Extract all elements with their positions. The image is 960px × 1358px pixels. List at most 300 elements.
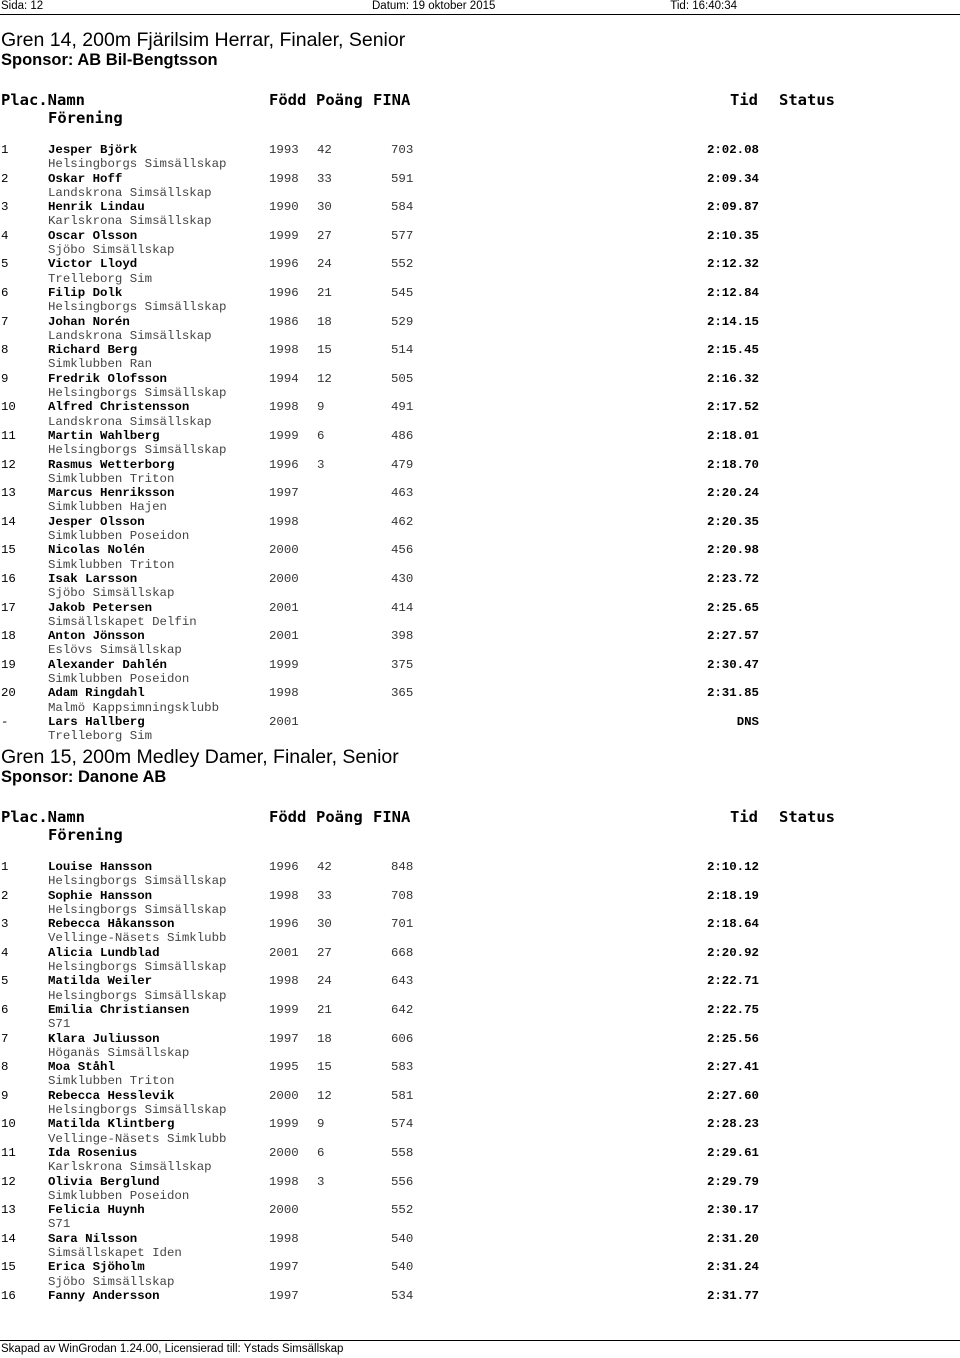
club-name: Helsingborgs Simsällskap — [48, 386, 227, 401]
club-name: Simklubben Poseidon — [48, 1188, 190, 1203]
result-time: 2:18.01 — [706, 429, 759, 443]
placement: 5 — [1, 257, 9, 272]
swimmer-name: Fanny Andersson — [48, 1289, 160, 1303]
fina-points: 552 — [391, 1203, 414, 1218]
result-row — [0, 601, 960, 630]
fina-points: 462 — [391, 514, 414, 529]
swimmer-name: Sophie Hansson — [48, 888, 153, 903]
birth-year: 1996 — [269, 257, 299, 272]
club-name: Helsingborgs Simsällskap — [48, 874, 227, 889]
club-name: Simklubben Poseidon — [48, 529, 190, 544]
club-name: Helsingborgs Simsällskap — [48, 157, 227, 172]
fina-points: 583 — [391, 1060, 414, 1075]
points: 18 — [317, 1031, 332, 1046]
result-row — [0, 1203, 960, 1232]
result-time: 2:27.60 — [706, 1088, 759, 1103]
birth-year: 1998 — [269, 888, 299, 903]
page-number: Sida: 12 — [1, 0, 44, 12]
club-name: Helsingborgs Simsällskap — [48, 300, 227, 315]
birth-year: 1998 — [269, 171, 299, 186]
club-name: S71 — [48, 1217, 71, 1232]
birth-year: 1998 — [269, 974, 299, 989]
result-row — [0, 286, 960, 315]
fina-points: 375 — [391, 657, 414, 672]
result-time: DNS — [736, 715, 759, 729]
fina-points: 463 — [391, 486, 414, 501]
result-time: 2:29.61 — [706, 1146, 759, 1160]
result-row — [0, 860, 960, 889]
swimmer-name: Alexander Dahlén — [48, 657, 167, 672]
fina-points: 581 — [391, 1088, 414, 1103]
result-time: 2:14.15 — [706, 314, 759, 329]
fina-points: 701 — [391, 917, 414, 932]
fina-points: 430 — [391, 572, 414, 586]
swimmer-name: Oscar Olsson — [48, 228, 138, 243]
result-time: 2:30.17 — [706, 1203, 759, 1218]
club-name: Karlskrona Simsällskap — [48, 214, 212, 229]
result-time: 2:10.12 — [706, 860, 759, 874]
birth-year: 1999 — [269, 1117, 299, 1132]
result-row — [0, 315, 960, 344]
fina-points: 606 — [391, 1031, 414, 1046]
fina-points: 848 — [391, 860, 414, 874]
points: 24 — [317, 974, 332, 989]
result-time: 2:31.85 — [706, 686, 759, 701]
col-plac-namn: Plac.Namn — [1, 808, 85, 826]
result-time: 2:02.08 — [706, 143, 759, 157]
swimmer-name: Adam Ringdahl — [48, 686, 145, 701]
swimmer-name: Marcus Henriksson — [48, 486, 175, 501]
placement: 14 — [1, 514, 16, 529]
swimmer-name: Oskar Hoff — [48, 171, 123, 186]
placement: 11 — [1, 429, 16, 443]
birth-year: 1994 — [269, 371, 299, 386]
points: 21 — [317, 1003, 332, 1017]
col-forening: Förening — [48, 826, 123, 844]
swimmer-name: Victor Lloyd — [48, 257, 138, 272]
footer-divider — [0, 1340, 960, 1341]
birth-year: 1999 — [269, 429, 299, 443]
result-time: 2:17.52 — [706, 400, 759, 415]
swimmer-name: Lars Hallberg — [48, 715, 145, 729]
result-row — [0, 1260, 960, 1289]
result-row — [0, 1060, 960, 1089]
placement: 11 — [1, 1146, 16, 1160]
points: 21 — [317, 286, 332, 300]
result-time: 2:31.20 — [706, 1231, 759, 1246]
result-row — [0, 1032, 960, 1061]
fina-points: 552 — [391, 257, 414, 272]
club-name: Helsingborgs Simsällskap — [48, 960, 227, 975]
club-name: Simklubben Triton — [48, 471, 175, 486]
placement: 9 — [1, 371, 9, 386]
swimmer-name: Sara Nilsson — [48, 1231, 138, 1246]
club-name: Landskrona Simsällskap — [48, 328, 212, 343]
birth-year: 2001 — [269, 600, 299, 615]
result-row — [0, 372, 960, 401]
club-name: Trelleborg Sim — [48, 271, 153, 286]
birth-year: 1998 — [269, 1231, 299, 1246]
placement: 8 — [1, 343, 9, 358]
result-time: 2:22.71 — [706, 974, 759, 989]
result-row — [0, 658, 960, 687]
fina-points: 456 — [391, 543, 414, 558]
placement: 2 — [1, 171, 9, 186]
result-row — [0, 543, 960, 572]
points: 9 — [317, 1117, 325, 1132]
club-name: Helsingborgs Simsällskap — [48, 1103, 227, 1118]
col-fina: FINA — [373, 808, 411, 826]
col-plac-namn: Plac.Namn — [1, 91, 85, 109]
birth-year: 1997 — [269, 486, 299, 501]
placement: 4 — [1, 228, 9, 243]
result-row — [0, 1089, 960, 1118]
result-time: 2:25.65 — [706, 600, 759, 615]
col-poang: Poäng — [316, 808, 363, 826]
birth-year: 1996 — [269, 860, 299, 874]
placement: 3 — [1, 917, 9, 932]
swimmer-name: Anton Jönsson — [48, 629, 145, 644]
points: 33 — [317, 888, 332, 903]
result-row — [0, 458, 960, 487]
placement: 19 — [1, 657, 16, 672]
club-name: Helsingborgs Simsällskap — [48, 988, 227, 1003]
result-row — [0, 686, 960, 715]
placement: 10 — [1, 400, 16, 415]
placement: 7 — [1, 314, 9, 329]
swimmer-name: Rebecca Håkansson — [48, 917, 175, 932]
result-time: 2:20.35 — [706, 514, 759, 529]
result-row — [0, 229, 960, 258]
result-time: 2:29.79 — [706, 1174, 759, 1189]
club-name: Helsingborgs Simsällskap — [48, 902, 227, 917]
club-name: Landskrona Simsällskap — [48, 414, 212, 429]
col-status: Status — [779, 808, 835, 826]
result-row — [0, 1117, 960, 1146]
birth-year: 2000 — [269, 543, 299, 558]
placement: 6 — [1, 286, 9, 300]
points: 3 — [317, 1174, 325, 1189]
swimmer-name: Nicolas Nolén — [48, 543, 145, 558]
placement: 3 — [1, 200, 9, 215]
header-divider — [0, 14, 960, 15]
placement: 8 — [1, 1060, 9, 1075]
swimmer-name: Alicia Lundblad — [48, 945, 160, 960]
birth-year: 2001 — [269, 945, 299, 960]
fina-points: 414 — [391, 600, 414, 615]
swimmer-name: Richard Berg — [48, 343, 138, 358]
swimmer-name: Martin Wahlberg — [48, 429, 160, 443]
fina-points: 668 — [391, 945, 414, 960]
event-title: Gren 15, 200m Medley Damer, Finaler, Senior — [1, 746, 399, 768]
result-row — [0, 715, 960, 744]
fina-points: 540 — [391, 1260, 414, 1275]
result-time: 2:31.24 — [706, 1260, 759, 1275]
club-name: Helsingborgs Simsällskap — [48, 443, 227, 458]
result-row — [0, 515, 960, 544]
placement: 2 — [1, 888, 9, 903]
birth-year: 1999 — [269, 228, 299, 243]
placement: 10 — [1, 1117, 16, 1132]
birth-year: 1997 — [269, 1289, 299, 1303]
result-time: 2:23.72 — [706, 572, 759, 586]
birth-year: 2000 — [269, 1146, 299, 1160]
result-time: 2:12.32 — [706, 257, 759, 272]
fina-points: 642 — [391, 1003, 414, 1017]
points: 15 — [317, 1060, 332, 1075]
placement: 20 — [1, 686, 16, 701]
result-row — [0, 400, 960, 429]
result-time: 2:10.35 — [706, 228, 759, 243]
result-time: 2:27.41 — [706, 1060, 759, 1075]
result-time: 2:20.98 — [706, 543, 759, 558]
result-time: 2:20.24 — [706, 486, 759, 501]
points: 33 — [317, 171, 332, 186]
col-tid: Tid — [730, 91, 758, 109]
swimmer-name: Felicia Huynh — [48, 1203, 145, 1218]
swimmer-name: Klara Juliusson — [48, 1031, 160, 1046]
result-row — [0, 200, 960, 229]
club-name: Simklubben Triton — [48, 1074, 175, 1089]
swimmer-name: Filip Dolk — [48, 286, 123, 300]
placement: 13 — [1, 486, 16, 501]
event-sponsor: Sponsor: AB Bil-Bengtsson — [1, 51, 218, 69]
club-name: Vellinge-Näsets Simklubb — [48, 1131, 227, 1146]
club-name: S71 — [48, 1017, 71, 1032]
points: 15 — [317, 343, 332, 358]
result-time: 2:28.23 — [706, 1117, 759, 1132]
birth-year: 1999 — [269, 1003, 299, 1017]
fina-points: 545 — [391, 286, 414, 300]
fina-points: 505 — [391, 371, 414, 386]
points: 27 — [317, 228, 332, 243]
swimmer-name: Jesper Olsson — [48, 514, 145, 529]
placement: 9 — [1, 1088, 9, 1103]
result-row — [0, 343, 960, 372]
result-time: 2:20.92 — [706, 945, 759, 960]
fina-points: 540 — [391, 1231, 414, 1246]
club-name: Malmö Kappsimningsklubb — [48, 700, 220, 715]
club-name: Vellinge-Näsets Simklubb — [48, 931, 227, 946]
birth-year: 1996 — [269, 917, 299, 932]
result-time: 2:31.77 — [706, 1289, 759, 1303]
fina-points: 584 — [391, 200, 414, 215]
club-name: Höganäs Simsällskap — [48, 1045, 190, 1060]
result-time: 2:16.32 — [706, 371, 759, 386]
birth-year: 1998 — [269, 514, 299, 529]
placement: 18 — [1, 629, 16, 644]
placement: - — [1, 715, 9, 729]
footer-text: Skapad av WinGrodan 1.24.00, Licensierad till: Ystads Simsällskap — [1, 1343, 344, 1355]
placement: 1 — [1, 143, 9, 157]
swimmer-name: Rasmus Wetterborg — [48, 457, 175, 472]
club-name: Sjöbo Simsällskap — [48, 586, 175, 601]
fina-points: 591 — [391, 171, 414, 186]
result-row — [0, 1289, 960, 1318]
swimmer-name: Jakob Petersen — [48, 600, 153, 615]
placement: 1 — [1, 860, 9, 874]
placement: 12 — [1, 1174, 16, 1189]
fina-points: 558 — [391, 1146, 414, 1160]
club-name: Karlskrona Simsällskap — [48, 1160, 212, 1175]
result-row — [0, 974, 960, 1003]
points: 12 — [317, 1088, 332, 1103]
result-time: 2:12.84 — [706, 286, 759, 300]
points: 30 — [317, 200, 332, 215]
fina-points: 398 — [391, 629, 414, 644]
swimmer-name: Erica Sjöholm — [48, 1260, 145, 1275]
placement: 15 — [1, 1260, 16, 1275]
swimmer-name: Jesper Björk — [48, 143, 138, 157]
page-header — [0, 0, 960, 13]
swimmer-name: Olivia Berglund — [48, 1174, 160, 1189]
club-name: Sjöbo Simsällskap — [48, 243, 175, 258]
result-time: 2:18.19 — [706, 888, 759, 903]
birth-year: 1993 — [269, 143, 299, 157]
placement: 17 — [1, 600, 16, 615]
result-row — [0, 629, 960, 658]
fina-points: 708 — [391, 888, 414, 903]
club-name: Trelleborg Sim — [48, 729, 153, 744]
placement: 14 — [1, 1231, 16, 1246]
placement: 4 — [1, 945, 9, 960]
fina-points: 529 — [391, 314, 414, 329]
birth-year: 2001 — [269, 629, 299, 644]
birth-year: 1996 — [269, 286, 299, 300]
swimmer-name: Fredrik Olofsson — [48, 371, 167, 386]
report-time: Tid: 16:40:34 — [670, 0, 737, 12]
result-row — [0, 1175, 960, 1204]
swimmer-name: Alfred Christensson — [48, 400, 190, 415]
points: 9 — [317, 400, 325, 415]
fina-points: 491 — [391, 400, 414, 415]
result-time: 2:30.47 — [706, 657, 759, 672]
result-time: 2:09.87 — [706, 200, 759, 215]
placement: 12 — [1, 457, 16, 472]
fina-points: 643 — [391, 974, 414, 989]
swimmer-name: Moa Ståhl — [48, 1060, 115, 1075]
birth-year: 1997 — [269, 1031, 299, 1046]
birth-year: 1999 — [269, 657, 299, 672]
result-row — [0, 486, 960, 515]
birth-year: 1995 — [269, 1060, 299, 1075]
fina-points: 486 — [391, 429, 414, 443]
result-time: 2:15.45 — [706, 343, 759, 358]
placement: 16 — [1, 1289, 16, 1303]
result-row — [0, 1003, 960, 1032]
col-poang: Poäng — [316, 91, 363, 109]
points: 27 — [317, 945, 332, 960]
points: 30 — [317, 917, 332, 932]
swimmer-name: Matilda Weiler — [48, 974, 153, 989]
swimmer-name: Louise Hansson — [48, 860, 153, 874]
placement: 13 — [1, 1203, 16, 1218]
placement: 6 — [1, 1003, 9, 1017]
club-name: Simklubben Hajen — [48, 500, 167, 515]
fina-points: 534 — [391, 1289, 414, 1303]
birth-year: 2000 — [269, 1203, 299, 1218]
result-row — [0, 172, 960, 201]
col-tid: Tid — [730, 808, 758, 826]
result-row — [0, 917, 960, 946]
birth-year: 1998 — [269, 343, 299, 358]
birth-year: 1996 — [269, 457, 299, 472]
fina-points: 365 — [391, 686, 414, 701]
swimmer-name: Emilia Christiansen — [48, 1003, 190, 1017]
birth-year: 1997 — [269, 1260, 299, 1275]
club-name: Eslövs Simsällskap — [48, 643, 182, 658]
birth-year: 1998 — [269, 400, 299, 415]
fina-points: 556 — [391, 1174, 414, 1189]
placement: 5 — [1, 974, 9, 989]
birth-year: 1998 — [269, 1174, 299, 1189]
fina-points: 514 — [391, 343, 414, 358]
birth-year: 1986 — [269, 314, 299, 329]
col-status: Status — [779, 91, 835, 109]
result-time: 2:27.57 — [706, 629, 759, 644]
placement: 7 — [1, 1031, 9, 1046]
result-row — [0, 889, 960, 918]
club-name: Landskrona Simsällskap — [48, 185, 212, 200]
club-name: Simsällskapet Iden — [48, 1246, 182, 1261]
birth-year: 2000 — [269, 572, 299, 586]
result-time: 2:18.64 — [706, 917, 759, 932]
result-row — [0, 143, 960, 172]
result-time: 2:25.56 — [706, 1031, 759, 1046]
placement: 15 — [1, 543, 16, 558]
swimmer-name: Henrik Lindau — [48, 200, 145, 215]
placement: 16 — [1, 572, 16, 586]
points: 12 — [317, 371, 332, 386]
fina-points: 479 — [391, 457, 414, 472]
club-name: Simklubben Poseidon — [48, 672, 190, 687]
swimmer-name: Rebecca Hesslevik — [48, 1088, 175, 1103]
club-name: Sjöbo Simsällskap — [48, 1274, 175, 1289]
birth-year: 1998 — [269, 686, 299, 701]
birth-year: 2000 — [269, 1088, 299, 1103]
event-sponsor: Sponsor: Danone AB — [1, 768, 167, 786]
report-date: Datum: 19 oktober 2015 — [372, 0, 496, 12]
club-name: Simklubben Ran — [48, 357, 153, 372]
col-fodd: Född — [269, 808, 307, 826]
swimmer-name: Ida Rosenius — [48, 1146, 138, 1160]
result-row — [0, 257, 960, 286]
points: 42 — [317, 860, 332, 874]
fina-points: 574 — [391, 1117, 414, 1132]
result-row — [0, 429, 960, 458]
swimmer-name: Isak Larsson — [48, 572, 138, 586]
fina-points: 703 — [391, 143, 414, 157]
club-name: Simklubben Triton — [48, 557, 175, 572]
result-row — [0, 946, 960, 975]
points: 18 — [317, 314, 332, 329]
club-name: Simsällskapet Delfin — [48, 614, 197, 629]
col-fodd: Född — [269, 91, 307, 109]
event-title: Gren 14, 200m Fjärilsim Herrar, Finaler, Senior — [1, 29, 406, 51]
col-fina: FINA — [373, 91, 411, 109]
result-time: 2:18.70 — [706, 457, 759, 472]
points: 6 — [317, 1146, 325, 1160]
fina-points: 577 — [391, 228, 414, 243]
result-time: 2:22.75 — [706, 1003, 759, 1017]
birth-year: 1990 — [269, 200, 299, 215]
birth-year: 2001 — [269, 715, 299, 729]
result-time: 2:09.34 — [706, 171, 759, 186]
col-forening: Förening — [48, 109, 123, 127]
result-row — [0, 1232, 960, 1261]
swimmer-name: Johan Norén — [48, 314, 130, 329]
points: 24 — [317, 257, 332, 272]
